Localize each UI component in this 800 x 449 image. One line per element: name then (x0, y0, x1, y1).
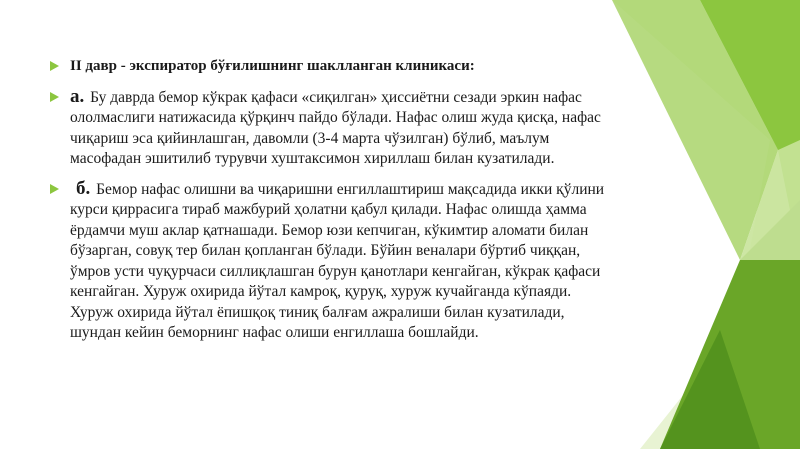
bullet-arrow-icon (50, 92, 59, 102)
paragraph-b-text: Бемор нафас олишни ва чиқаришни енгиллаштириш мақсадида икки қўлини курси қиррасига тираб мажбурий ҳолатни қабул қилади. Нафас олишда ҳамма ёрдамчи муш аклар қатнашади. Бемор юзи кепчиган, кўкимтир аломати билан бўзарган, совуқ тер билан қопланган бўлади. Бўйин веналари бўртиб чиққан, ўмров усти чуқурчаси силлиқлашган бурун қанотлари кенгайган, кўкрак қафаси кенгайган. Хуруж охирида йўтал камроқ, қуруқ, хуруж кучайганда кўпаяди. Хуруж охирида йўтал ёпишқоқ тиниқ балғам ажралиши билан кузатилади, шундан кейин беморнинг нафас олиши енгиллаша бошлайди. (70, 180, 605, 341)
paragraph-a (50, 87, 610, 170)
heading-text: II давр - экспиратор бўғилишнинг шаклланган клиникаси: (70, 58, 475, 74)
slide-content (50, 56, 610, 353)
bullet-arrow-icon (50, 184, 59, 194)
slide-heading (50, 56, 610, 77)
paragraph-a-marker: a. (70, 85, 85, 107)
bullet-arrow-icon (50, 61, 59, 71)
paragraph-a-text: Бу даврда бемор кўкрак қафаси «сиқилган» ҳиссиётни сезади эркин нафас ололмаслиги натижасида қўрқинч пайдо бўлади. Нафас олиш жуда қисқа, нафас чиқариш эса қийинлашган, давомли (3-4 марта чўзилган) бўлиб, маълум масофадан эшитилиб турувчи хуштаксимон хириллаш билан кузатилади. (70, 88, 601, 167)
paragraph-b (50, 179, 610, 344)
paragraph-b-marker: б. (76, 177, 91, 199)
